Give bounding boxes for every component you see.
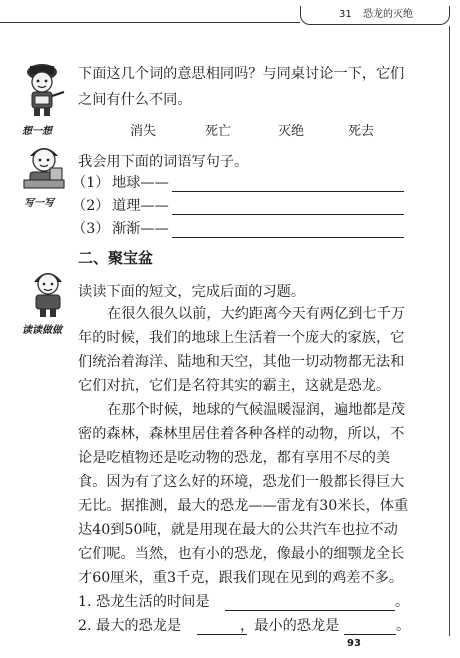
passage-line: 在很久很久以前，大约距离今天有两亿到七千万 [107, 306, 405, 322]
word-1: 消失 [130, 124, 157, 139]
passage-line: 们统治着海洋、陆地和天空，其他一切动物都无法和 [78, 354, 405, 370]
think-badge: 想一想 [22, 126, 52, 137]
question-1-end: 。 [395, 594, 410, 610]
write-item-number: （1） [72, 175, 110, 191]
reading-instruction: 读读下面的短文，完成后面的习题。 [78, 284, 306, 300]
passage-line: 无比。据推测，最大的恐龙——雷龙有30米长，体重 [78, 498, 409, 514]
header-rule [0, 22, 300, 23]
think-prompt-line1: 下面这几个词的意思相同吗？与同桌讨论一下，它们 [78, 66, 405, 82]
answer-line-1[interactable] [172, 191, 404, 192]
passage-line: 达40到50吨，就是用现在最大的公共汽车也拉不动 [78, 522, 398, 538]
passage-line: 才60厘米，重3千克，跟我们现在见到的鸡差不多。 [78, 570, 404, 586]
write-item-word: 渐渐—— [112, 221, 169, 237]
write-item-word: 地球—— [112, 175, 169, 191]
question-2-text: 2. 最大的恐龙是 [78, 618, 182, 634]
question-2-mid: ，最小的恐龙是 [240, 618, 340, 634]
chapter-tab [300, 6, 450, 25]
passage-line: 在那个时候，地球的气候温暖湿润，遍地都是茂 [107, 402, 405, 418]
write-item-word: 道理—— [112, 198, 169, 214]
question-1-text: 1. 恐龙生活的时间是 [78, 594, 210, 610]
right-margin-rule [449, 26, 450, 636]
passage-line: 食。因为有了这么好的环境，恐龙们一般都长得巨大 [78, 474, 405, 490]
write-badge: 写一写 [24, 198, 54, 209]
chapter-title: 恐龙的灭绝 [363, 9, 413, 20]
question-1-answer-line[interactable] [225, 610, 395, 611]
answer-line-2[interactable] [172, 214, 404, 215]
section-heading: 二、聚宝盆 [78, 249, 154, 267]
boy-with-hat-illustration [20, 58, 70, 118]
passage-line: 论是吃植物还是吃动物的恐龙，都有享用不尽的美 [78, 450, 391, 466]
write-item-number: （2） [72, 198, 110, 214]
write-item-number: （3） [72, 221, 110, 237]
boy-writing-illustration [20, 140, 70, 195]
word-3: 灭绝 [278, 124, 305, 139]
passage-line: 它们对抗，它们是名符其实的霸主，这就是恐龙。 [78, 378, 391, 394]
word-2: 死亡 [205, 124, 232, 139]
question-2-answer-line-b[interactable] [344, 634, 396, 635]
read-do-badge: 读读做做 [22, 325, 62, 336]
page-number: 93 [347, 638, 361, 649]
page-header [0, 0, 460, 26]
passage-line: 年的时候，我们的地球上生活着一个庞大的家族，它 [78, 330, 405, 346]
think-prompt-line2: 之间有什么不同。 [78, 92, 192, 108]
passage-line: 它们呢。当然，也有小的恐龙，像最小的细颚龙全长 [78, 546, 405, 562]
child-reading-illustration [26, 266, 70, 318]
write-prompt: 我会用下面的词语写句子。 [78, 154, 249, 170]
answer-line-3[interactable] [172, 237, 404, 238]
passage-line: 密的森林，森林里居住着各种各样的动物，所以，不 [78, 426, 405, 442]
chapter-number: 31 [339, 9, 352, 20]
question-2-end: 。 [396, 618, 411, 634]
word-4: 死去 [348, 124, 375, 139]
